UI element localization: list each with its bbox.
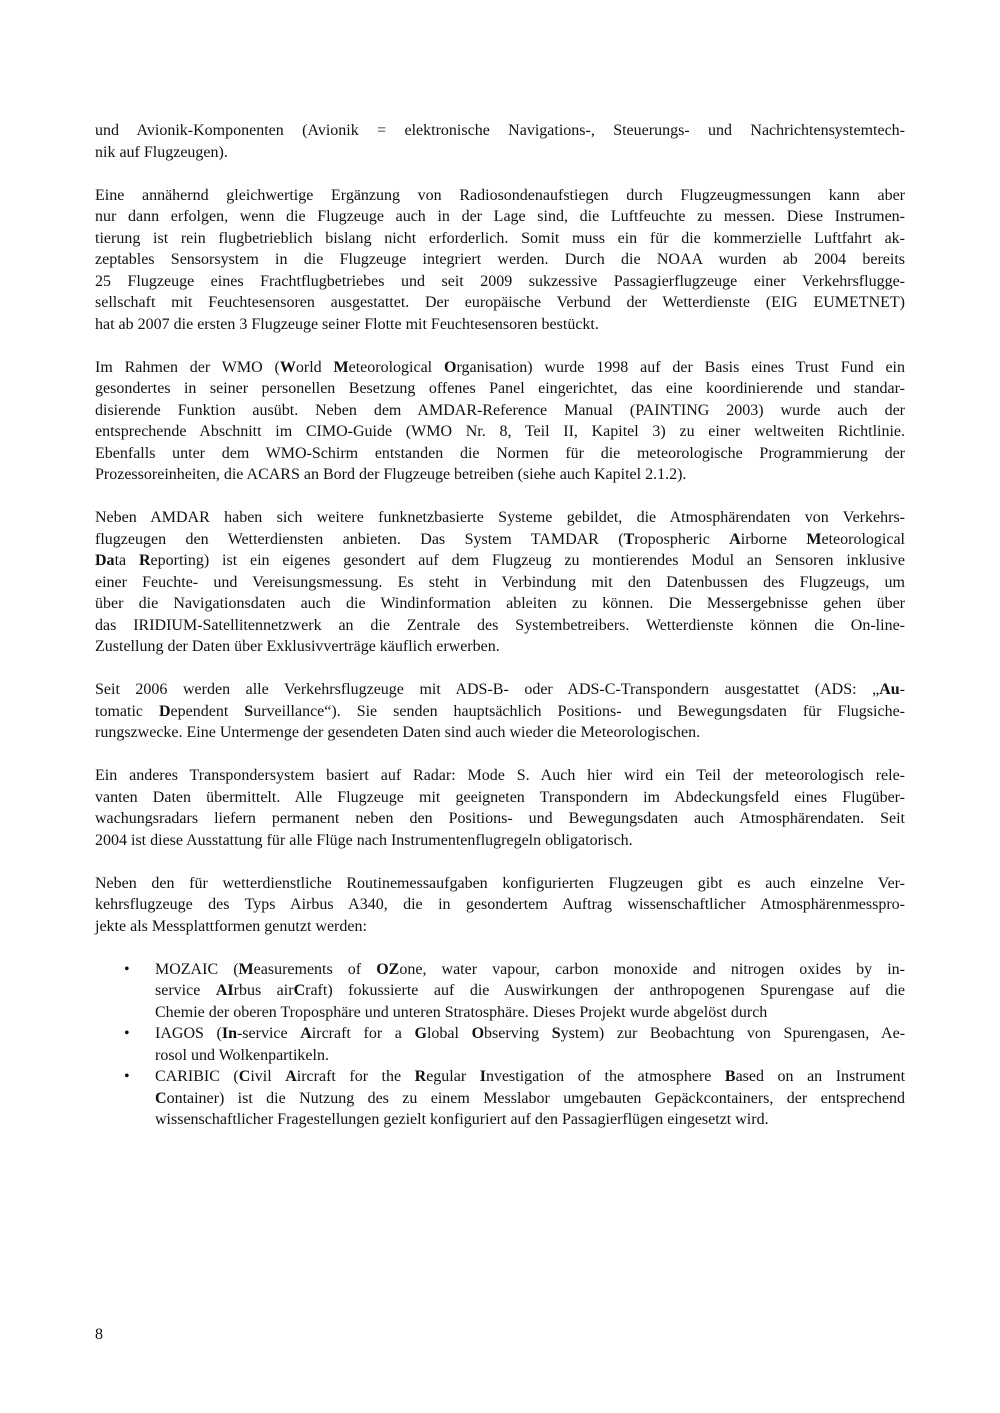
text-line xyxy=(95,830,905,852)
bold-acronym-letter: C xyxy=(293,982,306,999)
bold-acronym-letter: OZ xyxy=(376,960,400,978)
text-line xyxy=(95,378,905,400)
text-segment: Chemie der oberen Troposphäre und unteren Stratosphäre. Dieses Projekt wurde abgelöst durch xyxy=(155,1003,768,1021)
text-line xyxy=(95,615,905,637)
paragraph xyxy=(95,873,905,938)
text-segment: one, water vapour, carbon monoxide and nitrogen oxides by in- xyxy=(399,960,906,978)
text-segment: Prozessoreinheiten, die ACARS an Bord der Flugzeuge betreiben (siehe auch Kapitel 2.1.2). xyxy=(95,466,687,483)
text-segment: sellschaft mit Feuchtesensoren ausgestattet. Der europäische Verbund der Wetterdienste (EIG EUMETNET) xyxy=(95,294,905,311)
text-line xyxy=(95,765,905,787)
text-line xyxy=(155,1066,905,1088)
bold-acronym-letter: In xyxy=(221,1025,237,1042)
bold-acronym-letter: I xyxy=(479,1068,486,1085)
text-segment: Ein anderes Transpondersystem basiert auf Radar: Mode S. Auch hier wird ein Teil der meteorologisch rele- xyxy=(95,767,905,784)
text-segment: jekte als Messplattformen genutzt werden: xyxy=(95,917,367,935)
bold-acronym-letter: M xyxy=(238,960,254,978)
bullet-icon: • xyxy=(124,960,130,978)
text-segment: Ebenfalls unter dem WMO-Schirm entstanden die Normen für die meteorologische Programmierung der xyxy=(95,444,905,462)
text-line xyxy=(95,701,905,723)
bold-acronym-letter: M xyxy=(806,530,822,548)
text-segment: ircraft for the xyxy=(296,1068,415,1085)
bold-acronym-letter: W xyxy=(279,358,296,376)
bold-acronym-letter: C xyxy=(238,1068,251,1085)
text-line xyxy=(95,572,905,594)
text-line xyxy=(155,1088,905,1110)
text-segment: ontainer) ist die Nutzung des zu einem Messlabor umgebauten Gepäckcontainers, der entsprechend xyxy=(166,1089,905,1107)
text-line xyxy=(95,873,905,895)
bold-acronym-letter: O xyxy=(471,1025,485,1042)
text-segment: Zustellung der Daten über Exklusivverträge käuflich erwerben. xyxy=(95,638,500,655)
text-segment: CARIBIC ( xyxy=(155,1068,239,1085)
text-segment: IAGOS ( xyxy=(155,1025,222,1042)
text-line xyxy=(95,894,905,916)
bold-acronym-letter: O xyxy=(443,358,457,376)
paragraph xyxy=(95,185,905,336)
text-segment: wachungsradars liefern permanent neben den Positions- und Bewegungsdaten auch Atmosphärendaten. Seit xyxy=(95,810,905,827)
page-number: 8 xyxy=(95,1326,103,1343)
text-segment: ystem) zur Beobachtung von Spurengasen, Ae- xyxy=(560,1025,906,1042)
text-line xyxy=(155,1109,905,1131)
text-segment: tierung ist rein flugbetrieblich bislang nicht erforderlich. Somit muss ein für die kommerzielle Luftfahrt ak- xyxy=(95,229,905,247)
text-line xyxy=(95,400,905,422)
text-segment: flugzeugen den Wetterdiensten anbieten. Das System TAMDAR ( xyxy=(95,530,624,548)
text-line xyxy=(95,142,905,164)
text-segment: wissenschaftlicher Fragestellungen gezielt konfiguriert auf den Passagierflügen eingesetzt wird. xyxy=(155,1111,769,1128)
text-segment: zeptables Sensorsystem in die Flugzeuge integriert werden. Durch die NOAA wurden ab 2004 bereits xyxy=(95,251,905,268)
text-line xyxy=(95,443,905,465)
bold-acronym-letter: S xyxy=(244,702,254,720)
paragraph xyxy=(95,507,905,658)
list-item xyxy=(95,1023,905,1066)
text-line xyxy=(95,679,905,701)
text-segment: kehrsflugzeuge des Typs Airbus A340, die in gesondertem Auftrag wissenschaftlicher Atmosphärenmesspro- xyxy=(95,896,905,913)
text-segment: eporting) ist ein eigenes gesondert auf dem Flugzeug zu montierendes Modul an Sensoren inklusive xyxy=(150,552,906,569)
bold-acronym-letter: S xyxy=(551,1025,561,1042)
bold-acronym-letter: Da xyxy=(95,552,115,569)
text-segment: Neben den für wetterdienstliche Routinemessaufgaben konfigurierten Flugzeugen gibt es auch einzelne Ver- xyxy=(95,874,905,892)
text-line xyxy=(95,593,905,615)
text-line xyxy=(95,529,905,551)
text-segment: tomatic xyxy=(95,702,159,720)
bold-acronym-letter: T xyxy=(623,530,635,548)
bold-acronym-letter: A xyxy=(285,1068,297,1085)
bold-acronym-letter: C xyxy=(155,1089,167,1107)
text-line xyxy=(95,916,905,938)
text-segment: nur dann erfolgen, wenn die Flugzeuge auch in der Lage sind, die Luftfeuchte zu messen. Diese Instrumen- xyxy=(95,208,905,225)
text-segment: MOZAIC ( xyxy=(155,960,239,978)
text-segment: rosol und Wolkenpartikeln. xyxy=(155,1046,329,1064)
text-segment: disierende Funktion ausübt. Neben dem AMDAR-Reference Manual (PAINTING 2003) wurde auch der xyxy=(95,401,905,419)
text-segment: hat ab 2007 die ersten 3 Flugzeuge seiner Flotte mit Feuchtesensoren bestückt. xyxy=(95,315,599,333)
text-line xyxy=(95,808,905,830)
text-segment: ependent xyxy=(170,702,245,720)
text-line xyxy=(95,722,905,744)
bold-acronym-letter: AI xyxy=(215,982,234,999)
text-segment: 2004 ist diese Ausstattung für alle Flüge nach Instrumentenflugregeln obligatorisch. xyxy=(95,831,633,849)
text-line xyxy=(155,1023,905,1045)
text-segment: 25 Flugzeuge eines Frachtflugbetriebes und seit 2009 sukzessive Passagierflugzeuge einer Verkehrsflugge- xyxy=(95,272,905,290)
text-segment: ta xyxy=(114,552,139,569)
text-segment: einer Feuchte- und Vereisungsmessung. Es steht in Verbindung mit den Datenbussen des Flugzeugs, um xyxy=(95,573,905,591)
text-segment: und Avionik-Komponenten (Avionik = elektronische Navigations-, Steuerungs- und Nachrichtensystemtech- xyxy=(95,122,905,139)
paragraph xyxy=(95,765,905,851)
text-segment: raft) fokussierte auf die Auswirkungen der anthropogenen Spurengase auf die xyxy=(305,982,906,999)
text-line xyxy=(95,249,905,271)
text-line xyxy=(95,314,905,336)
text-line xyxy=(95,185,905,207)
text-segment: gesondertes in seiner personellen Besetzung offenes Panel eingerichtet, das eine koordinierende und standar- xyxy=(95,380,905,397)
bullet-icon: • xyxy=(124,1068,130,1085)
text-segment: irborne xyxy=(740,530,807,548)
text-segment: service xyxy=(155,982,216,999)
text-line xyxy=(95,636,905,658)
text-segment: Neben AMDAR haben sich weitere funknetzbasierte Systeme gebildet, die Atmosphärendaten von Verkehrs- xyxy=(95,509,905,526)
text-line xyxy=(95,550,905,572)
bold-acronym-letter: B xyxy=(724,1068,736,1085)
text-segment: vanten Daten übermittelt. Alle Flugzeuge mit geeigneten Transpondern im Abdeckungsfeld eines Flugüber- xyxy=(95,788,905,806)
bold-acronym-letter: Au xyxy=(879,681,900,698)
text-line xyxy=(95,787,905,809)
text-segment: -service xyxy=(236,1025,301,1042)
text-segment: urveillance“). Sie senden hauptsächlich Positions- und Bewegungsdaten für Flugsiche- xyxy=(253,702,906,720)
bullet-list xyxy=(95,959,905,1131)
bold-acronym-letter: R xyxy=(414,1068,427,1085)
text-segment: entsprechende Abschnitt im CIMO-Guide (WMO Nr. 8, Teil II, Kapitel 3) zu einer weltweiten Richtlinie. xyxy=(95,423,905,440)
paragraph xyxy=(95,357,905,486)
text-segment: eteorological xyxy=(821,530,905,548)
text-segment: egular xyxy=(426,1068,480,1085)
text-line xyxy=(95,507,905,529)
text-line xyxy=(95,120,905,142)
text-segment: das IRIDIUM-Satellitennetzwerk an die Zentrale des Systembetreibers. Wetterdienste können die On-line- xyxy=(95,616,905,634)
text-segment: rbus air xyxy=(233,982,294,999)
bold-acronym-letter: A xyxy=(729,530,741,548)
text-segment: über die Navigationsdaten auch die Windinformation ableiten zu können. Die Messergebnisse gehen über xyxy=(95,595,905,612)
text-segment: Eine annähernd gleichwertige Ergänzung von Radiosondenaufstiegen durch Flugzeugmessungen kann aber xyxy=(95,186,905,204)
paragraphs xyxy=(95,120,905,937)
text-line xyxy=(95,421,905,443)
text-line xyxy=(155,959,905,981)
text-line xyxy=(155,980,905,1002)
text-line xyxy=(95,464,905,486)
text-segment: ropospheric xyxy=(634,530,730,548)
text-segment: eteorological xyxy=(348,358,444,376)
bold-acronym-letter: D xyxy=(158,702,171,720)
text-segment: orld xyxy=(295,358,334,376)
list-item xyxy=(95,1066,905,1131)
text-line xyxy=(155,1045,905,1067)
text-line xyxy=(95,206,905,228)
text-line xyxy=(155,1002,905,1024)
document-body xyxy=(95,120,905,1131)
text-segment: rganisation) wurde 1998 auf der Basis eines Trust Fund ein xyxy=(456,358,906,376)
text-segment: Im Rahmen der WMO ( xyxy=(95,358,280,376)
bullet-icon: • xyxy=(124,1025,130,1042)
text-line xyxy=(95,228,905,250)
text-line xyxy=(95,271,905,293)
text-segment: easurements of xyxy=(253,960,377,978)
text-segment: nvestigation of the atmosphere xyxy=(485,1068,725,1085)
text-segment: ased on an Instrument xyxy=(735,1068,906,1085)
list-item xyxy=(95,959,905,1024)
text-segment: Seit 2006 werden alle Verkehrsflugzeuge mit ADS-B- oder ADS-C-Transpondern ausgestattet (ADS: „ xyxy=(95,681,880,698)
paragraph xyxy=(95,120,905,163)
bold-acronym-letter: G xyxy=(414,1025,427,1042)
text-segment: - xyxy=(899,681,905,698)
bold-acronym-letter: M xyxy=(333,358,349,376)
text-segment: rungszwecke. Eine Untermenge der gesendeten Daten sind auch wieder die Meteorologischen. xyxy=(95,724,701,741)
text-segment: bserving xyxy=(484,1025,552,1042)
text-segment: lobal xyxy=(426,1025,472,1042)
text-segment: nik auf Flugzeugen). xyxy=(95,143,228,161)
bold-acronym-letter: A xyxy=(300,1025,312,1042)
text-segment: ircraft for a xyxy=(311,1025,415,1042)
text-segment: ivil xyxy=(250,1068,286,1085)
text-line xyxy=(95,292,905,314)
text-line xyxy=(95,357,905,379)
bold-acronym-letter: R xyxy=(138,552,151,569)
paragraph xyxy=(95,679,905,744)
